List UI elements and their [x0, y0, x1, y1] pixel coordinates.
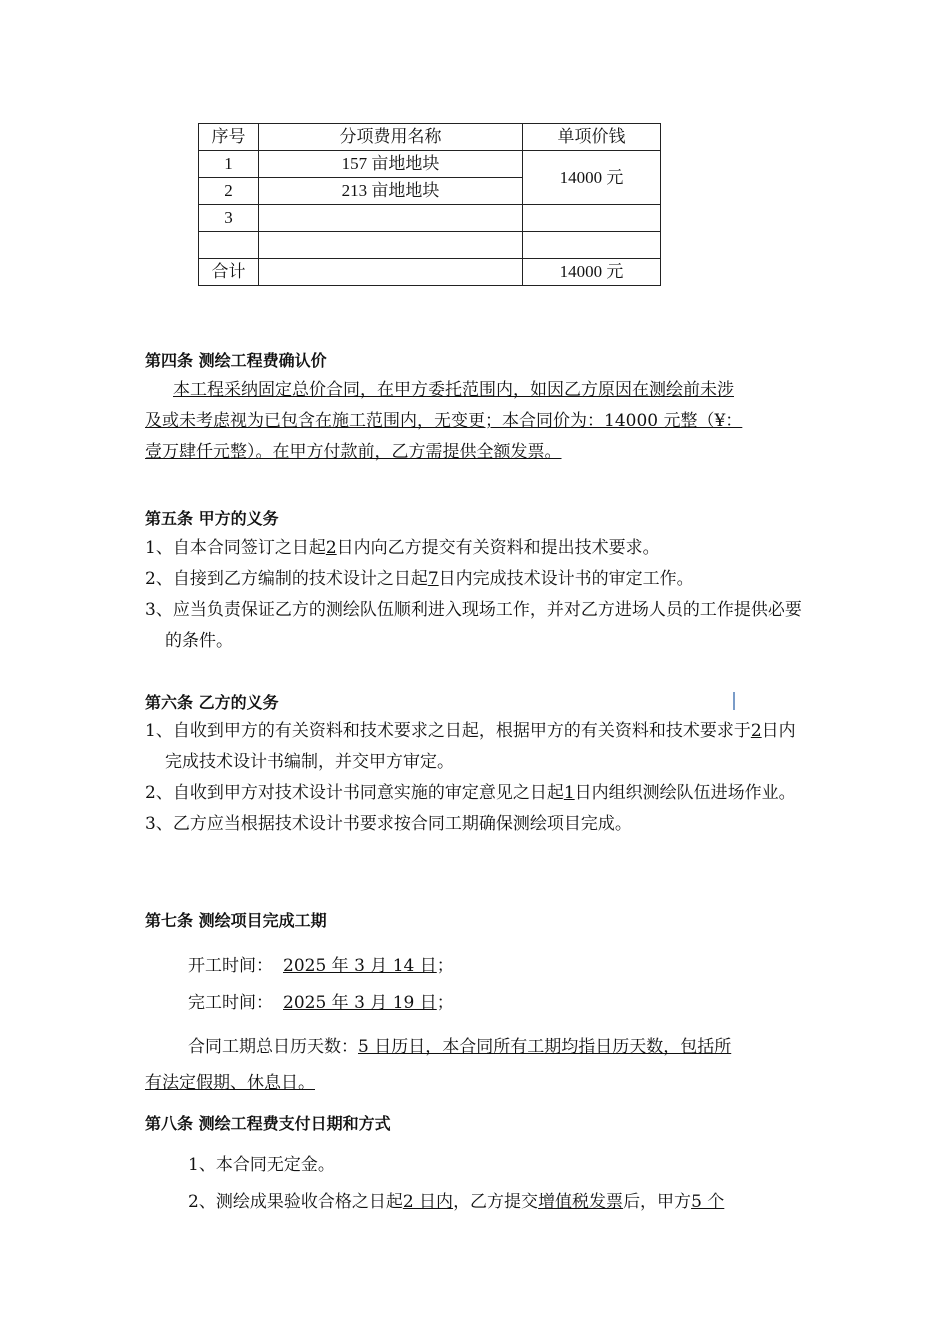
fee-table: [198, 123, 661, 286]
list-item: 1、自本合同签订之日起2日内向乙方提交有关资料和提出技术要求。: [145, 538, 660, 558]
row-no: 2: [199, 178, 259, 205]
row-price: [523, 205, 661, 232]
header-no: 序号: [199, 124, 259, 151]
list-item: 1、自收到甲方的有关资料和技术要求之日起，根据甲方的有关资料和技术要求于2日内完成技术设计书编制，并交甲方审定。: [145, 721, 796, 772]
row-no: [199, 232, 259, 259]
article-5-title: 第五条 甲方的义务: [145, 509, 279, 528]
list-item: 3、应当负责保证乙方的测绘队伍顺利进入现场工作，并对乙方进场人员的工作提供必要的条件。: [145, 600, 802, 651]
text-cursor: [733, 692, 735, 710]
article-8-title: 第八条 测绘工程费支付日期和方式: [145, 1114, 391, 1133]
total-empty: [259, 259, 523, 286]
list-item: 2、自接到乙方编制的技术设计之日起7日内完成技术设计书的审定工作。: [145, 569, 694, 589]
total-days: 合同工期总日历天数：5 日历日，本合同所有工期均指日历天数，包括所 有法定假期、休息日。: [145, 1037, 732, 1093]
table-header-row: [199, 124, 661, 151]
article-7-title: 第七条 测绘项目完成工期: [145, 911, 327, 930]
article-6-body: [145, 716, 810, 840]
row-name: [259, 205, 523, 232]
row-name: [259, 232, 523, 259]
list-item: 3、乙方应当根据技术设计书要求按合同工期确保测绘项目完成。: [145, 814, 632, 834]
row-no: 1: [199, 151, 259, 178]
article-6-title: 第六条 乙方的义务: [145, 693, 279, 712]
row-name: 157 亩地地块: [259, 151, 523, 178]
total-label: 合计: [199, 259, 259, 286]
table-row: [199, 205, 661, 232]
table-row: [199, 232, 661, 259]
article-4-body: 本工程采纳固定总价合同，在甲方委托范围内，如因乙方原因在测绘前未涉 及或未考虑视为已包含在施工范围内，无变更；本合同价为：14000 元整（¥： 壹万肆仟元整）。在甲方付款前，乙方需提供全额发票。: [145, 380, 743, 462]
table-total-row: [199, 259, 661, 286]
row-no: 3: [199, 205, 259, 232]
header-item-name: 分项费用名称: [259, 124, 523, 151]
row-price: [523, 232, 661, 259]
start-date-line: 开工时间： 2025 年 3 月 14 日；: [188, 956, 454, 976]
header-price: 单项价钱: [523, 124, 661, 151]
article-4-title: 第四条 测绘工程费确认价: [145, 351, 327, 370]
article-5-body: [145, 533, 810, 657]
list-item: 1、本合同无定金。: [188, 1155, 335, 1175]
total-value: 14000 元: [523, 259, 661, 286]
row-name: 213 亩地地块: [259, 178, 523, 205]
list-item: 2、测绘成果验收合格之日起2 日内，乙方提交增值税发票后，甲方5 个: [188, 1192, 725, 1212]
table-row: [199, 151, 661, 178]
list-item: 2、自收到甲方对技术设计书同意实施的审定意见之日起1日内组织测绘队伍进场作业。: [145, 783, 796, 803]
end-date-line: 完工时间： 2025 年 3 月 19 日；: [188, 993, 454, 1013]
row-price-merged: 14000 元: [523, 151, 661, 205]
